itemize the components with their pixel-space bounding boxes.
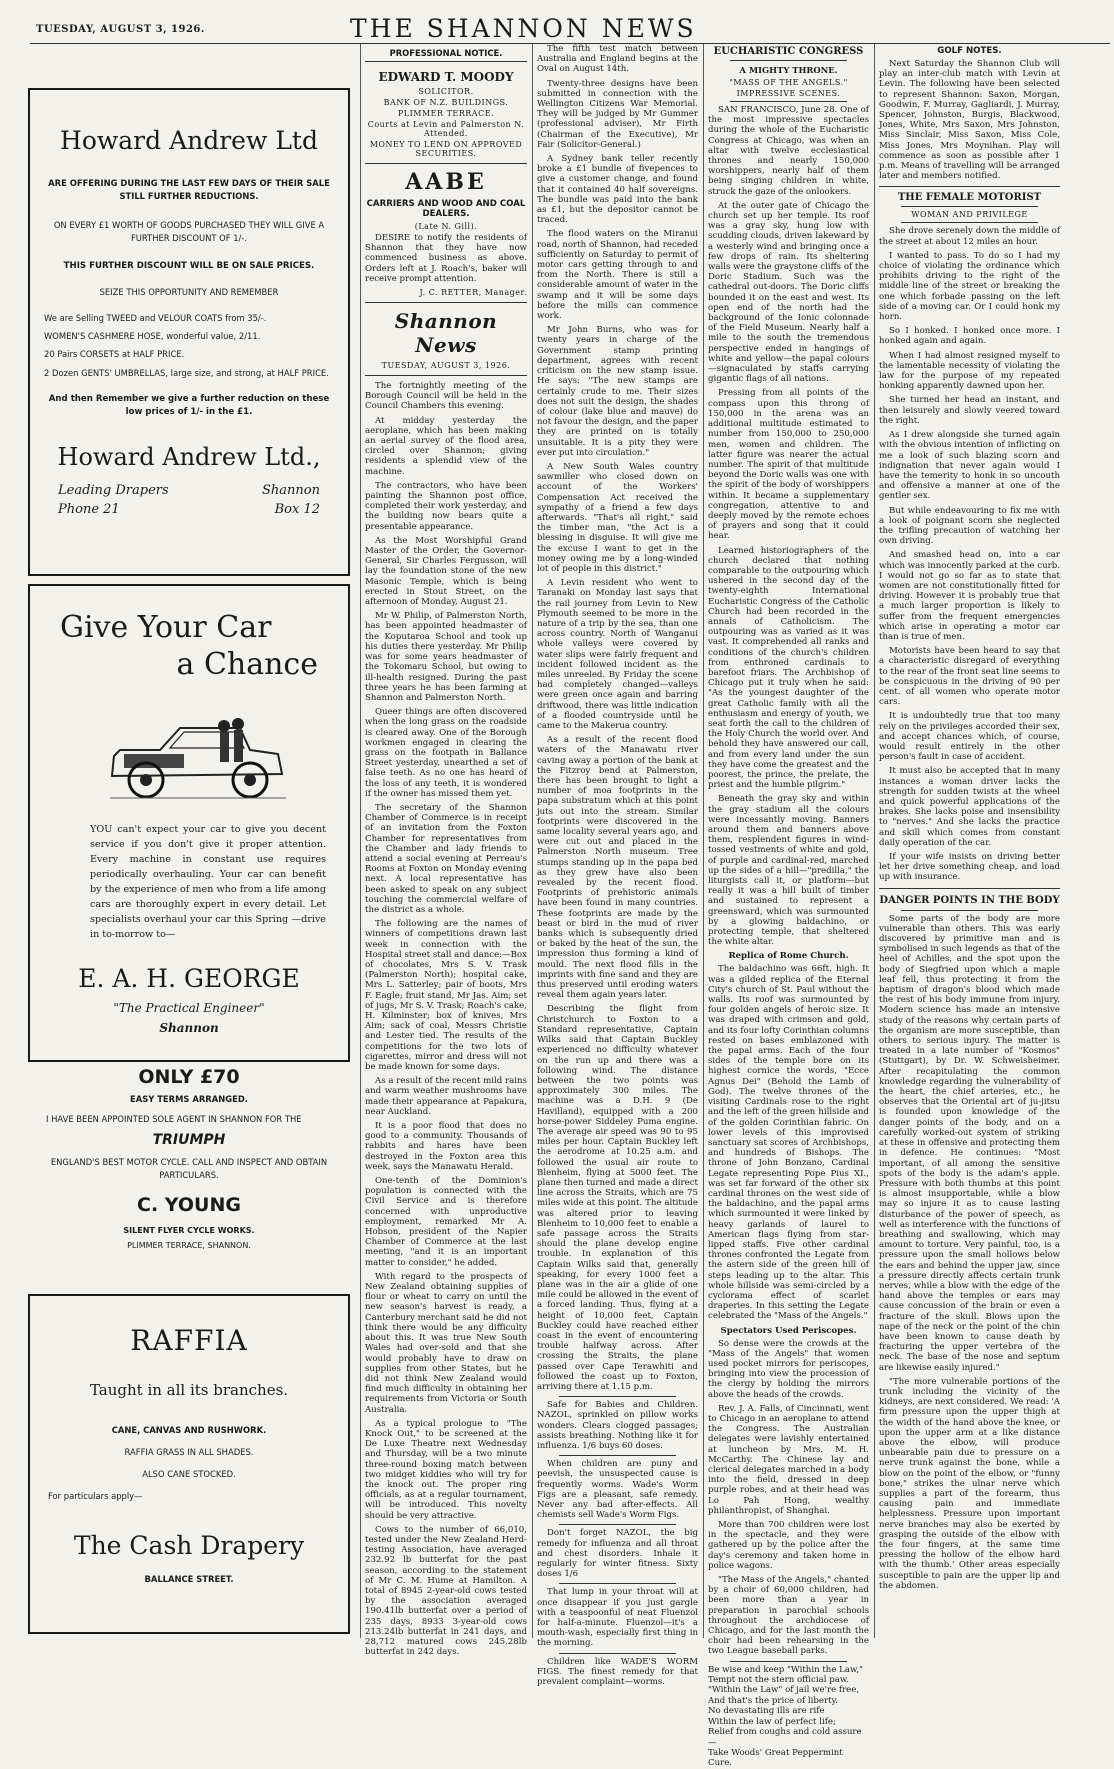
moody-line: SOLICITOR. (418, 87, 474, 96)
golf-heading: GOLF NOTES. (937, 46, 1002, 56)
news-paragraph: At midday yesterday the aeroplane, which has been making an aerial survey of the flood area, circled over Shannon; giving residents a splendid view of the machine. (365, 415, 527, 477)
congress-paragraph: The baldachino was 66ft. high. It was a gilded replica of the Eternal City's church of St. Paul without the walls. Its roof was surmounted by four golden angels of heroic size. It was draped with crimson and gold, and its four lofty Corinthian columns rested on bases emblazoned with the papal arms. Each of the four sides of the temple bore on its highest cornice the words, "Ecce Agnus Dei" (Behold the Lamb of God). The twelve thrones of the visiting Cardinals rose to the right and the left of the green hillside and of the golden Corinthian fabric. On lower levels of this improvised sanctuary sat scores of Archbishops, and hundreds of Bishops. The throne of John Bonzano, Cardinal Legate representing Pope Pius XI., was set far forward of the other six cardinal thrones on the west side of the baldachino, and the papal arms which surmounted it were linked by heavy garlands of laurel to American flags flying from star-lipped staffs. Five other cardinal thrones confronted the Legate from the astern side of the green hill of steps leading up to the altar. This whole hillside was semi-circled by a cyclorama effect of scarlet draperies. In this setting the Legate celebrated the "Mass of the Angels." (708, 964, 869, 1322)
verse-line: Within the law of perfect life; (708, 1716, 836, 1727)
ad-cash-line-4: For particulars apply— (48, 1491, 143, 1501)
congress-paragraph: Rev. J. A. Falls, of Cincinnati, went to Chicago in an aeroplane to attend the Congress. The Australian delegates were lavishly entertained at luncheon by Mrs. M. H. McCarthy. The Chinese lay and clerical delegates marched in a body into the field, dressed in deep purple robes, and at their head was Lo Pah Hong, wealthy philanthropist, of Shanghai. (708, 1403, 869, 1516)
news-paragraph: The secretary of the Shannon Chamber of Commerce is in receipt of an invitation from the Foxton Chamber for representatives from the Chamber and lady friends to attend a social evening at Perreau's Rooms at Foxton on Monday evening next. A local representative has been asked to speak on any subject touching the commercial welfare of the district as a whole. (365, 802, 527, 915)
motorist-paragraph: Motorists have been heard to say that a characteristic disregard of everything to the rear of the front seat line seems to be conspicuous in the driving of 90 per cent. of all women who operate motor cars. (879, 646, 1060, 708)
section-rule (559, 1653, 676, 1654)
ad-george-town: Shannon (159, 1021, 219, 1035)
remedy-ad: Don't forget NAZOL, the big remedy for influenza and all throat and chest disorders. Inhale it regularly for winter fitness. Sixty doses 1/6 (537, 1528, 698, 1580)
congress-sub-1: A MIGHTY THRONE. (739, 65, 838, 75)
newspaper-title: THE SHANNON NEWS (350, 14, 697, 43)
column-advertisements (28, 44, 350, 1638)
ad-george-headline-1: Give Your Car (60, 610, 272, 645)
replica-subheading: Replica of Rome Church. (728, 951, 849, 962)
news-paragraph: As a result of the recent mild rains and warm weather mushrooms have made their appearance at Papakura, near Auckland. (365, 1076, 527, 1117)
ad-george-body: YOU can't expect your car to give you decent service if you don't give it proper attention. Every machine in constant use requires periodically overhauling. Your car can benefit by the experience of men who from a life among cars are thoroughly expert in every detail. Let specialists overhaul your car this Spring —drive in to-morrow to— (90, 824, 326, 940)
ad-young-body: I HAVE BEEN APPOINTED SOLE AGENT IN SHANNON FOR THE (46, 1114, 302, 1124)
ad-young-address: PLIMMER TERRACE, SHANNON. (127, 1241, 251, 1250)
danger-paragraph: "The more vulnerable portions of the trunk including the vicinity of the kidneys, are next considered. We read: 'A firm pressure upon the upper thigh at the width of the hand above the knee, or upon the upper arm at a like distance above the elbow, will produce unbearable pain due to pressure on a nerve trunk against the bone, while a blow on the point of the elbow, or "funny bone," strikes the ulnar nerve which supplies a part of the forearm, thus causing pain and immediate helplessness. Pressure upon important nerve branches may also be exerted by grasping the outside of the elbow with the four fingers, at the same time pressing the hollow of the elbow hard with the thumb.' Other areas especially susceptible to pain are the upper lip and the abdomen. (879, 1376, 1060, 1591)
verse-line: Take Woods' Great Peppermint Cure. (708, 1747, 843, 1769)
remedy-ad: Safe for Babies and Children. NAZOL, sprinkled on pillow works wonders. Clears clogged passages; assists breathing. Nothing like it for influenza. 1/6 buys 60 doses. (537, 1400, 698, 1452)
news-paragraph: Cows to the number of 66,010, tested under the New Zealand Herd-testing Association, have averaged 232.92 lb butterfat for the past season, according to the statement of Mr C. M. Hume at Hamilton. A total of 8945 2-year-old cows tested by the association averaged 190.41lb butterfat over a period of 235 days, 8933 3-year-old cows 213.24lb butterfat in 241 days, and 28,712 matured cows 245.28lb butterfat in 242 days. (365, 1524, 527, 1658)
verse-line: And that's the price of liberty. (708, 1695, 839, 1706)
ad-howard-right-1: Shannon (262, 483, 320, 498)
congress-paragraph: "The Mass of the Angels," chanted by a choir of 60,000 children, had been more than a year in preparation in parochial schools throughout the archdiocese of Chicago, and for the last month the choir had been rehearsing in the two League baseball parks. (708, 1575, 869, 1657)
ad-cash-line-1: CANE, CANVAS AND RUSHWORK. (111, 1425, 267, 1435)
news-paragraph: As a result of the recent flood waters of the Manawatu river caving away a portion of the bank at the Fitzroy bend at Palmerston, there has been brought to light a number of moa footprints in the papa substratum which at this point juts out into the stream. Similar footprints were discovered in the same locality several years ago, and were cut out and placed in the Palmerston North museum. Tree stumps standing up in the papa bed as they grew have also been revealed by the recent flood. Footprints of prehistoric animals have been found in many countries. These footprints are made by the beast or bird in the mud of river banks which is subsequently dried or baked by the heat of the sun, the impression thus forming a kind of mould. The next flood fills in the imprints with fine sand and they are thus preserved until eroding waters reveal them again years later. (537, 735, 698, 1001)
news-paragraph: It is a poor flood that does no good to a community. Thousands of rabbits and hares have been destroyed in the Foxton area this week, says the Manawatu Herald. (365, 1121, 527, 1172)
news-paragraph: A New South Wales country sawmiller who closed down on account of the Workers' Compensation Act received the sympathy of a friend a few days afterwards. "That's all right," said the timber man, "the Act is a blessing in disguise. It will give me the excuse I want to get in the money owing me by a long-winded lot of people in this district." (537, 461, 698, 574)
verse-line: "Within the Law" of jail we're free, (708, 1685, 860, 1696)
motorist-paragraph: It is undoubtedly true that too many rely on the privileges accorded their sex, and accept chances which, of course, would result entirely in the other person's fault in case of accident. (879, 711, 1060, 763)
news-paragraph: One-tenth of the Dominion's population is connected with the Civil Service and is therefore concerned with unproductive employment, remarked Mr A. Hobson, president of the Napier Chamber of Commerce at the last meeting, "and it is an important matter to consider," he added. (365, 1176, 527, 1268)
congress-paragraph: SAN FRANCISCO, June 28. One of the most impressive spectacles during the whole of the Eucharistic Congress at Chicago, was when an altar with twelve ecclesiastical thrones and nearly 150,000 worshippers, nearly half of them being singing children in white, struck the gaze of the onlookers. (708, 105, 869, 197)
news-paragraph: Mr John Burns, who was for twenty years in charge of the Government stamp printing department, agrees with recent criticism on the new stamp issue. He says: "The new stamps are certainly crude to me. Their sizes does not suit the design, the shades of colour (lake blue and mauve) do not favour the design, and the paper they are printed on is totally unsuitable. It is a pity they were ever put into circulation." (537, 325, 698, 458)
ad-cash-title: RAFFIA (130, 1324, 248, 1357)
ad-howard-left-1: Leading Drapers (58, 483, 169, 498)
ad-howard-seize: SEIZE THIS OPPORTUNITY AND REMEMBER (99, 287, 279, 297)
section-rule (901, 206, 1038, 207)
ad-howard-contacts (44, 483, 334, 517)
verse-line: Be wise and keep "Within the Law," (708, 1664, 864, 1675)
remedy-ad: When children are puny and peevish, the unsuspected cause is frequently worms. Wade's Worm Figs are a pleasant, safe remedy. Never any bad after-effects. All chemists sell Wade's Worm Figs. (537, 1459, 698, 1521)
golf-paragraph: Next Saturday the Shannon Club will play an inter-club match with Levin at Levin. The following have been selected to represent Shannon: Saxon, Morgan, Goodwin, F. Murray, Gagliardi, J. Murray, Spencer, Johnston, Burgis, Blackwood, Jones, White, Mrs Saxon, Mrs Johnston, Miss Sinclair, Miss Saxon, Miss Cole, Miss Jones, Mrs Moynihan. Play will commence as soon as possible after 1 p.m. Means of travelling will be arranged later and members notified. (879, 59, 1060, 182)
section-rule (365, 302, 527, 303)
ad-young-price: ONLY £70 (138, 1066, 240, 1088)
ad-howard-right-2: Box 12 (274, 502, 320, 517)
ad-howard-offer: ARE OFFERING DURING THE LAST FEW DAYS OF THEIR SALE STILL FURTHER REDUCTIONS. (48, 178, 330, 201)
ad-howard-left-2: Phone 21 (58, 502, 120, 517)
remedy-ad: Children like WADE'S WORM FIGS. The finest remedy for that prevalent complaint—worms. (537, 1656, 698, 1688)
periscope-subheading: Spectators Used Periscopes. (720, 1325, 857, 1336)
ad-howard-item: WOMEN'S CASHMERE HOSE, wonderful value, 2/11. (44, 331, 261, 341)
motorist-paragraph: So I honked. I honked once more. I honked again and again. (879, 326, 1060, 347)
motorist-heading: THE FEMALE MOTORIST (897, 192, 1042, 204)
congress-paragraph: Learned historiographers of the church declared that nothing comparable to the outpouring which ushered in the second day of the twenty-eighth International Eucharistic Congress of the Catholic Church had been recorded in the annals of Catholicism. The outpouring was as varied as it was vast. It comprehended all ranks and conditions of the church's children from enthroned cardinals to barefoot friars. The Archbishop of Chicago put it truly when he said: "As the youngest daughter of the great Catholic family with all the enthusiasm and energy of youth, we seat forth the call to the children of the Holy Church the world over. And behold they have answered our call, and from every land under the sun they have come the greatest and the poorest, the prince, the prelate, the priest and the humble pilgrim." (708, 545, 869, 791)
ad-young-terms: EASY TERMS ARRANGED. (130, 1094, 248, 1104)
congress-heading: EUCHARISTIC CONGRESS (713, 46, 864, 57)
motorist-paragraph: If your wife insists on driving better let her drive something cheap, and load up with insurance. (879, 852, 1060, 883)
column-local-news (365, 44, 527, 1658)
motorist-paragraph: She turned her head an instant, and then leisurely and slowly veered toward the right. (879, 395, 1060, 426)
ad-cash-street: BALLANCE STREET. (144, 1574, 234, 1584)
motorist-paragraph: When I had almost resigned myself to the lamentable necessity of violating the law for the purpose of my repeated honking apparently dawned upon her. (879, 350, 1060, 392)
ad-howard-item: 2 Dozen GENTS' UMBRELLAS, large size, and strong, at HALF PRICE. (44, 368, 329, 378)
car-illustration (100, 690, 290, 810)
motorist-paragraph: But while endeavouring to fix me with a look of poignant scorn she neglected the trifling precaution of watching her own driving. (879, 505, 1060, 547)
ad-cash-drapery (28, 1294, 350, 1634)
news-paragraph: With regard to the prospects of New Zealand obtaining supplies of flour or wheat to carry on until the new season's harvest is ready, a Canterbury merchant said he did not think there would be any difficulty about this. It was true New South Wales had over-sold and that she would probably have to draw on supplies from other States, but he did not think New Zealand would find much difficulty in obtaining her requirements from Victoria or South Australia. (365, 1271, 527, 1415)
news-paragraph: The fortnightly meeting of the Borough Council will be held in the Council Chambers this evening. (365, 381, 527, 412)
aabe-title: AABE (405, 169, 487, 195)
danger-paragraph: Some parts of the body are more vulnerable than others. This was early discovered by primitive man and is symbolised in such legends as that of the heel of Achilles, and the spot upon the body of Siegfried upon which a maple leaf fell, thus protecting it from the baptism of dragon's blood which made the rest of his body immune from injury. Modern science has made an intensive study of the reasons why certain parts of the organism are more susceptible, than others to serious injury. The matter is treated in a late number of "Kosmos" (Stuttgart), by Dr. W. Schweisheimer. After recapitulating the common knowledge regarding the vulnerability of the heart, the chief arteries, etc., he observes that the Oriental art of ju-jitsu is founded upon knowledge of the danger points of the body, and on a carefully worked-out system of striking at these in offensive and protecting them in defence. He continues: "Most important, of all among the sensitive spots of the body is the adam's apple. Pressure with both thumbs at this point is almost insupportable, while a blow may so injure it as to cause lasting disturbance of the power of speech, as well as interference with the functions of breathing and swallowing, which may amount to torture. Very painful, too, is a pressure upon the small hollows below the ears and behind the upper jaw, since a pressure directly affects certain trunk nerves, while a blow with the edge of the hand above the temples or ears may cause concussion of the brain or even a fracture of the skull. Blows upon the nape of the neck or the point of the chin have been known to cause death by fracturing the upper vertebra of the neck. The base of the nose and septum are likewise easily injured." (879, 913, 1060, 1373)
section-rule (559, 1396, 676, 1397)
section-rule (559, 1455, 676, 1456)
moody-line: Courts at Levin and Palmerston N. Attended. (367, 120, 525, 138)
congress-paragraph: Pressing from all points of the compass upon this throng of 150,000 in the arena was an additional multitude estimated to number from 150,000 to 250,000 men, women and children. The latter figure was nearer the actual number. The spirit of that multitude beyond the Doric walls was one with the spirit of the body of worshippers within. It became a supplementary congregation, attentive to and deeply moved by the remote echoes of prayers and song that it could hear. (708, 388, 869, 542)
verse-block (708, 1665, 869, 1769)
motorist-paragraph: She drove serenely down the middle of the street at about 12 miles an hour. (879, 226, 1060, 247)
news-paragraph: The flood waters on the Miranui road, north of Shannon, had receded sufficiently on Saturday to permit of motor cars getting through to and from the North. There is still a considerable amount of water in the swamp and it will be some days before the mills can commence work. (537, 229, 698, 322)
verse-line: No devastating ills are rife (708, 1706, 825, 1717)
aabe-body: DESIRE to notify the residents of Shannon that they have now commenced business as above. Orders left at J. Roach's, baker will receive prompt attention. (365, 233, 527, 284)
verse-line: Relief from coughs and cold assure— (708, 1727, 862, 1748)
ad-cash-name: The Cash Drapery (73, 1531, 305, 1560)
moody-line: PLIMMER TERRACE. (397, 109, 495, 118)
ad-cash-sub: Taught in all its branches. (89, 1381, 289, 1399)
news-paragraph: Mr W. Philip, of Palmerston North, has been appointed headmaster of the Koputaroa School and took up his duties there yesterday. Mr Philip was for some years headmaster of the Tokomaru School, but owing to ill-health resigned. During the past three years he has been farming at Shannon and Palmerston North. (365, 611, 527, 703)
section-rule (730, 60, 847, 61)
ad-george-headline-2: a Chance (176, 647, 318, 682)
danger-heading: DANGER POINTS IN THE BODY (879, 894, 1060, 906)
section-rule (365, 163, 527, 164)
news-paragraph: Queer things are often discovered when the long grass on the roadside is cleared away. One of the Borough workmen engaged in clearing the grass on the footpath in Ballance Street yesterday, unearthed a set of false teeth. As no one has heard of the loss of any teeth, it is wondered if the owner has missed them yet. (365, 707, 527, 799)
news-paragraph: A Levin resident who went to Taranaki on Monday last says that the rail journey from Levin to New Plymouth seemed to be more in the nature of a trip by the sea, than one across country. North of Wanganui whole valleys were covered by water slips were fairly frequent and incident followed incident as the miles unreeled. By Friday the scene had completely changed—valleys were green once again and barring driftwood, there was little indication of a flooded countryside until he came to the Makerua country. (537, 578, 698, 731)
column-general-news (537, 44, 698, 1688)
column-rule (360, 44, 361, 1638)
congress-paragraph: Beneath the gray sky and within the gray stadium all the colours were incessantly moving. Banners around them and banners above them, resplendent figures in wind-tossed vestments of white and gold, of purple and cardinal-red, marched up the sides of a hill—"predilla," the liturgists call it, or platform—but really it was a hill built of timber and sustained to represent a greensward, which was surmounted by a glowing baldachino, or protecting temple, that sheltered the white altar. (708, 794, 869, 948)
news-paragraph: The contractors, who have been painting the Shannon post office, completed their work yesterday, and the building now bears quite a presentable appearance. (365, 480, 527, 532)
aabe-late: (Late N. Gill). (414, 222, 478, 231)
ad-young-brand: TRIUMPH (152, 1132, 226, 1148)
professional-notice-heading: PROFESSIONAL NOTICE. (389, 48, 503, 58)
column-rule (703, 44, 704, 1638)
section-rule (730, 1661, 847, 1662)
ad-howard-remember: And then Remember we give a further reduction on these low prices of 1/- in the £1. (48, 394, 330, 417)
aabe-sign: J. C. RETTER, Manager. (419, 288, 527, 298)
section-rule (365, 61, 527, 62)
section-rule (901, 910, 1038, 911)
ad-howard-name: Howard Andrew Ltd (60, 126, 318, 155)
section-rule (901, 222, 1038, 223)
news-paragraph: As a typical prologue to "The Knock Out," to be screened at the De Luxe Theatre next Wednesday and Thursday, will be a two minute three-round boxing match between two midget kiddies who will try for the knock out. The proper ring officials, as at a regular tournament, will be introduced. This novelty should be very attractive. (365, 1418, 527, 1521)
section-rule (559, 1583, 676, 1584)
column-features (879, 44, 1060, 1638)
column-eucharistic-congress (708, 44, 869, 1769)
news-paragraph: The fifth test match between Australia and England begins at the Oval on August 14th. (537, 44, 698, 75)
congress-paragraph: At the outer gate of Chicago the church set up her temple. Its roof was a gray sky, hung low with scudding clouds, driven lakeward by a westerly wind and bringing once a few drops of rain. Its sheltering walls were the graystone cliffs of the Doric Stadium. Such was the cathedral out-doors. The Doric cliffs bounded it on the east and west. Its open end of the north had the background of the Ionic colonnade of the Field Museum. Nearly half a mile to the south the tremendous perspective ended in hangings of white and yellow—the papal colours—signaculated by staffs carrying gigantic flags of all nations. (708, 200, 869, 385)
ad-howard-name-2: Howard Andrew Ltd., (57, 443, 321, 471)
news-paragraph: A Sydney bank teller recently broke a £1 bundle of fivepences to give a customer change, and found that it contained 40 half sovereigns. The bundle was paid into the bank as £1, but the depositor cannot be traced. (537, 154, 698, 226)
aabe-sub: CARRIERS AND WOOD AND COAL DEALERS. (366, 199, 526, 219)
section-rule (559, 1524, 676, 1525)
news-paragraph: Twenty-three designs have been submitted in connection with the Wellington Citizens War Memorial. They will be judged by Mr Gummer (professional adviser), Mr Firth (Chairman of the Executive), Mr Fair (Solicitor-General.) (537, 78, 698, 150)
motorist-sub: WOMAN AND PRIVILEGE (911, 210, 1028, 220)
section-rule (730, 101, 847, 102)
column-rule (532, 44, 533, 1638)
ad-howard-sale-prices: THIS FURTHER DISCOUNT WILL BE ON SALE PRICES. (63, 261, 315, 271)
verse-line: Tempt not the stern official paw. (708, 1675, 849, 1686)
congress-sub-2: "MASS OF THE ANGELS." (729, 78, 848, 87)
ad-george-name: E. A. H. GEORGE (78, 964, 300, 993)
section-rule (879, 186, 1060, 187)
ad-young-tagline: ENGLAND'S BEST MOTOR CYCLE. CALL AND INSPECT AND OBTAIN PARTICULARS. (50, 1157, 328, 1180)
ad-howard-item: We are Selling TWEED and VELOUR COATS from 35/-. (44, 313, 267, 323)
remedy-ad: That lump in your throat will at once disappear if you just gargle with a teaspoonful of neat Fluenzol for half-a-minute. Fluenzol—it's a mouth-wash, especially first thing in the morning. (537, 1587, 698, 1649)
masthead (0, 0, 1114, 44)
congress-sub-3: IMPRESSIVE SCENES. (736, 89, 841, 98)
moody-line: MONEY TO LEND ON APPROVED SECURITIES. (369, 140, 523, 158)
motorist-paragraph: As I drew alongside she turned again with the obvious intention of inflicting on me a look of such blazing scorn and indignation that never again would I have the temerity to honk in so uncouth and offensive a manner at one of the gentler sex. (879, 430, 1060, 502)
ad-howard-discount: ON EVERY £1 WORTH OF GOODS PURCHASED THEY WILL GIVE A FURTHER DISCOUNT OF 1/-. (53, 220, 325, 243)
moody-name: EDWARD T. MOODY (378, 70, 514, 84)
congress-paragraph: More than 700 children were lost in the spectacle, and they were gathered up by the police after the day's ceremony and taken home in police wagons. (708, 1520, 869, 1571)
ad-cash-line-3: ALSO CANE STOCKED. (142, 1469, 236, 1479)
section-rule (365, 375, 527, 376)
moody-line: BANK OF N.Z. BUILDINGS. (383, 98, 509, 107)
ad-young-works: SILENT FLYER CYCLE WORKS. (123, 1226, 255, 1235)
flag-date: TUESDAY, AUGUST 3, 1926. (381, 361, 511, 371)
news-paragraph: As the Most Worshipful Grand Master of the Order, the Governor-General, Sir Charles Fergusson, will lay the foundation stone of the new Masonic Temple, which is being erected in Stout Street, on the afternoon of Monday, August 21. (365, 535, 527, 608)
news-paragraph: The following are the names of winners of competitions drawn last week in connection with the Hospital street stall and dance:—Box of chocolates, Mrs S. V. Trask (Palmerston North); hospital cake, Mrs L. Satterley; pair of boots, Mrs F. Eagle; fruit stand, Mr Jas. Aim; set of jugs, Mr S. V. Trask; Roach's cake, H. Kilminster; box of knives, Mrs Aim; sack of coal, Messrs Christie and Lester tied. The results of the competitions for the two lots of cigarettes, mirror and dress will not be made known for some days. (365, 919, 527, 1073)
ad-young-name: C. YOUNG (137, 1194, 241, 1216)
section-rule (879, 888, 1060, 889)
shannon-news-flag: Shannon News (394, 309, 498, 358)
ad-howard-andrew (28, 88, 350, 576)
congress-paragraph: So dense were the crowds at the "Mass of the Angels" that women used pocket mirrors for periscopes, bringing into view the procession of the clergy by holding the mirrors above the heads of the crowds. (708, 1338, 869, 1400)
column-rule (874, 44, 875, 1638)
ad-c-young (28, 1066, 350, 1290)
issue-date: TUESDAY, AUGUST 3, 1926. (36, 24, 205, 35)
ad-george-tagline: "The Practical Engineer" (113, 1001, 265, 1015)
ad-cash-line-2: RAFFIA GRASS IN ALL SHADES. (124, 1447, 254, 1457)
motorist-paragraph: And smashed head on, into a car which was innocently parked at the curb. I would not go so far as to state that women are not constitutionally fitted for driving. However it is probably true that a much larger proportion is likely to suffer from the frequent emergencies which arise in operating a motor car than is true of men. (879, 550, 1060, 642)
news-paragraph: Describing the flight from Christchurch to Foxton to a Standard representative, Captain Wilks said that Captain Buckley experienced no difficulty whatever on the run up and there was a following wind. The distance between the two points was approximately 300 miles. The machine was a D.H. 9 (De Havilland), equipped with a 200 horse-power Siddeley Puma engine. The average air speed was 90 to 95 miles per hour. Captain Buckley left the aerodrome at 10.25 a.m. and followed the usual air route to Blenheim, flying at 5000 feet. The plane then turned and made a direct line across the Straits, which are 75 miles wide at this point. The altitude was altered prior to leaving Blenheim to 10,000 feet to enable a safe passage across the Straits should the plane develop engine trouble. In explanation of this Captain Wilks said that, generally speaking, for every 1000 feet a plane was in the air a glide of one mile could be allowed in the event of a forced landing. Thus, flying at a height of 10,000 feet, Captain Buckley could have reached either coast in the event of encountering trouble halfway across. After crossing the Straits, the plane passed over Cape Terawhiti and followed the coast up to Foxton, arriving there at 1.15 p.m. (537, 1004, 698, 1392)
motorist-paragraph: I wanted to pass. To do so I had my choice of violating the ordinance which prohibits driving to the right of the middle line of the street or breaking the one which forbade passing on the left side of a moving car. Or I could honk my horn. (879, 250, 1060, 323)
ad-ea-george (28, 584, 350, 1062)
ad-howard-item: 20 Pairs CORSETS at HALF PRICE. (44, 349, 185, 359)
motorist-paragraph: It must also be accepted that in many instances a woman driver lacks the strength for sudden twists at the wheel and quick powerful applications of the brakes. She lacks poise and insensibility to "nerves." And she lacks the practice and skill which comes from constant daily operation of the car. (879, 766, 1060, 848)
